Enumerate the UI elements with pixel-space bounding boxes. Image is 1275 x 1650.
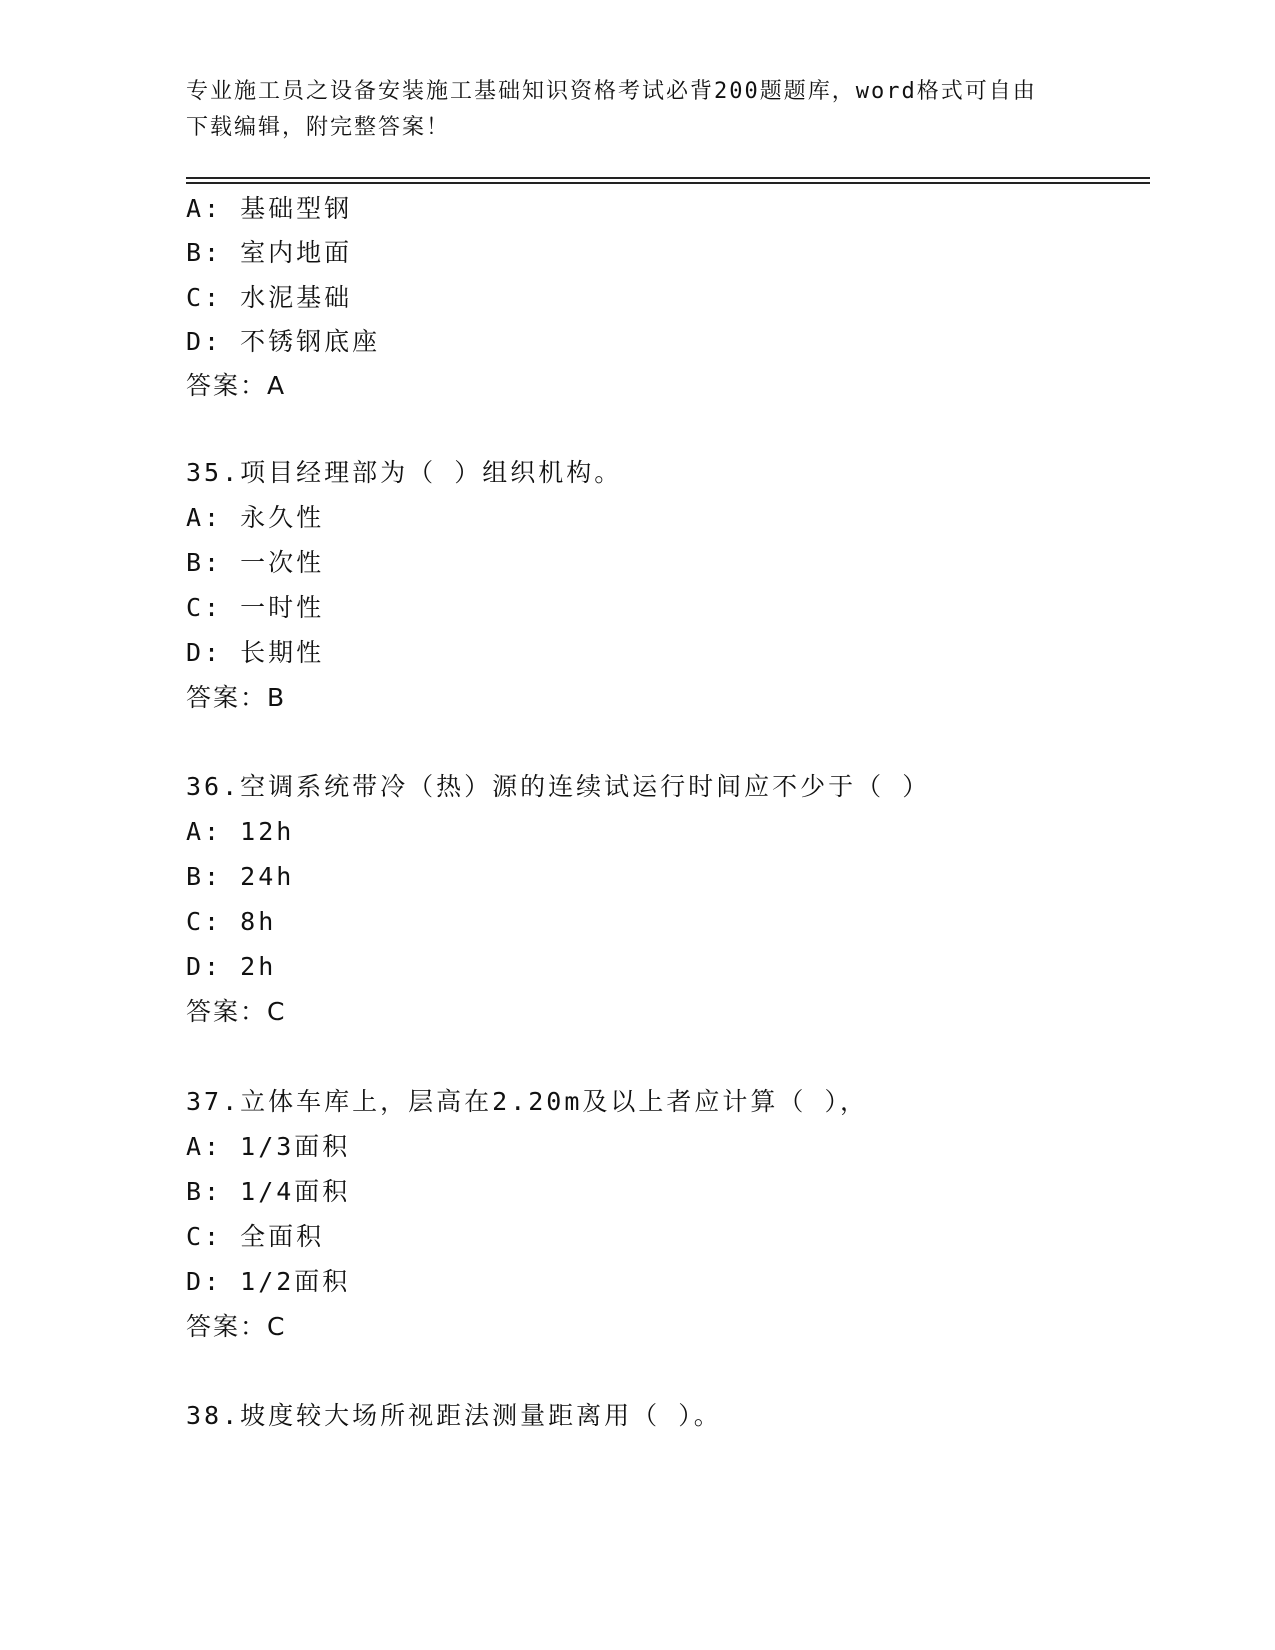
q34-option-c: C: 水泥基础: [186, 283, 353, 312]
header-line-2: 下载编辑，附完整答案！: [186, 115, 451, 140]
q34-option-a: A: 基础型钢: [186, 194, 353, 223]
q35-option-a: A: 永久性: [186, 503, 325, 532]
q35-question: 35.项目经理部为（ ）组织机构。: [186, 458, 623, 487]
q35-option-b: B: 一次性: [186, 548, 325, 577]
q36-option-b: B: 24h: [186, 862, 295, 891]
q37-option-a: A: 1/3面积: [186, 1132, 351, 1161]
q36-option-c: C: 8h: [186, 907, 277, 936]
q35-option-d: D: 长期性: [186, 638, 325, 667]
q37-option-c: C: 全面积: [186, 1222, 325, 1251]
q34-option-b: B: 室内地面: [186, 238, 353, 267]
header-line-1: 专业施工员之设备安装施工基础知识资格考试必背200题题库，word格式可自由: [186, 79, 1037, 104]
q34-option-d: D: 不锈钢底座: [186, 327, 381, 356]
q37-question: 37.立体车库上，层高在2.20m及以上者应计算（ ），: [186, 1087, 868, 1116]
document-header: [186, 74, 1066, 146]
q37-answer: 答案：C: [186, 1312, 287, 1341]
q37-option-b: B: 1/4面积: [186, 1177, 351, 1206]
header-divider-top: [186, 177, 1150, 179]
q37-option-d: D: 1/2面积: [186, 1267, 351, 1296]
header-divider-bottom: [186, 182, 1150, 184]
q36-answer: 答案：C: [186, 997, 287, 1026]
q35-option-c: C: 一时性: [186, 593, 325, 622]
q36-option-a: A: 12h: [186, 817, 295, 846]
q36-option-d: D: 2h: [186, 952, 277, 981]
q35-answer: 答案：B: [186, 683, 287, 712]
q36-question: 36.空调系统带冷（热）源的连续试运行时间应不少于（ ）: [186, 772, 931, 801]
q34-answer: 答案：A: [186, 371, 287, 400]
q38-question: 38.坡度较大场所视距法测量距离用（ ）。: [186, 1401, 722, 1430]
